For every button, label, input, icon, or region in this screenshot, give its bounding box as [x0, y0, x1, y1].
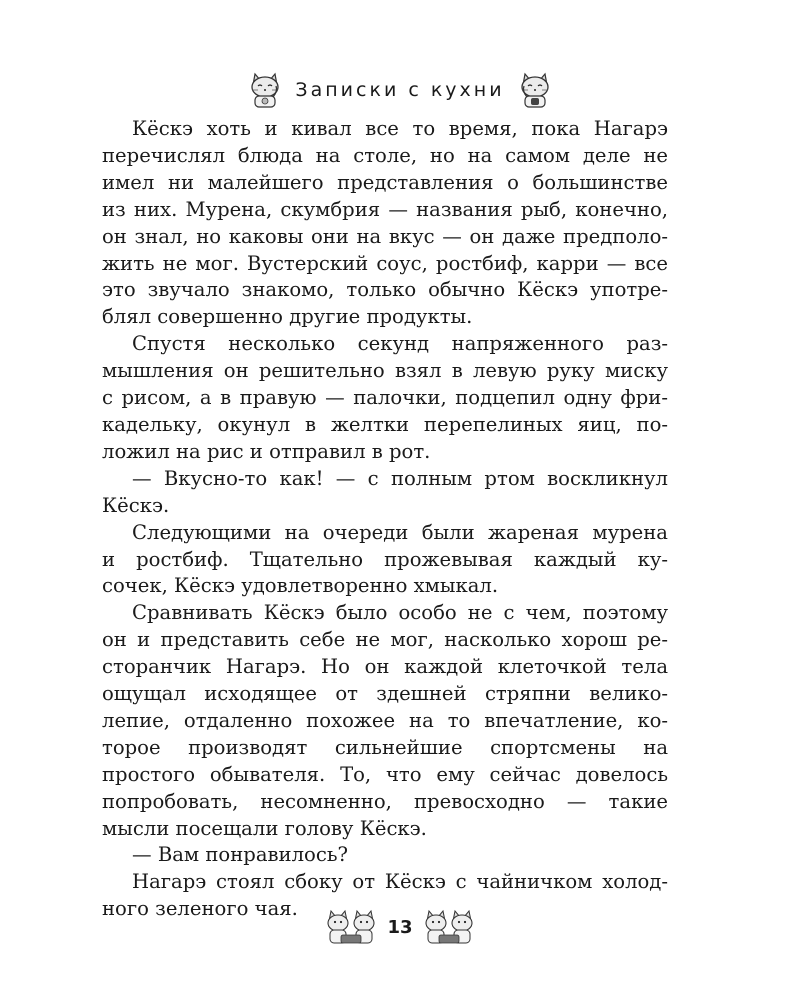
- page-footer: [0, 905, 800, 949]
- paragraph: [102, 331, 668, 466]
- maneki-neko-cat-icon: [247, 71, 283, 109]
- text-line: блял совершенно другие продукты.: [102, 305, 473, 329]
- text-line: жить не мог. Вустерский соус, ростбиф, карри — все: [102, 251, 668, 275]
- text-line: перечислял блюда на столе, но на самом деле не: [102, 143, 668, 167]
- text-line: Нагарэ стоял сбоку от Кёскэ с чайничком холод-: [132, 870, 668, 894]
- page-number: 13: [387, 916, 413, 938]
- text-line: Кёскэ.: [102, 493, 170, 517]
- paragraph: [102, 520, 668, 601]
- text-line: ложил на рис и отправил в рот.: [102, 439, 431, 463]
- cat-pair-icon: [423, 907, 475, 947]
- text-line: кадельку, окунул в желтки перепелиных яиц, по-: [102, 412, 668, 436]
- paragraph: [102, 842, 668, 869]
- text-line: имел ни малейшего представления о большинстве: [102, 170, 668, 194]
- text-line: торое производят сильнейшие спортсмены на: [102, 735, 668, 759]
- running-title: Записки с кухни: [295, 79, 505, 101]
- text-line: ощущал исходящее от здешней стряпни велико-: [102, 682, 668, 706]
- page-body: [102, 116, 668, 923]
- paragraph: [102, 116, 668, 331]
- text-line: он знал, но каковы они на вкус — он даже предполо-: [102, 224, 668, 248]
- text-line: мысли посещали голову Кёскэ.: [102, 816, 427, 840]
- text-line: Спустя несколько секунд напряженного раз-: [132, 332, 668, 356]
- text-line: Сравнивать Кёскэ было особо не с чем, поэтому: [132, 601, 668, 625]
- paragraph: [102, 600, 668, 842]
- text-line: сторанчик Нагарэ. Но он каждой клеточкой тела: [102, 655, 668, 679]
- text-line: сочек, Кёскэ удовлетворенно хмыкал.: [102, 574, 499, 598]
- text-line: — Вкусно-то как! — с полным ртом воскликнул: [132, 466, 668, 490]
- text-line: Кёскэ хоть и кивал все то время, пока Нагарэ: [132, 117, 668, 140]
- text-line: попробовать, несомненно, превосходно — такие: [102, 789, 668, 813]
- text-line: — Вам понравилось?: [132, 843, 348, 867]
- text-line: простого обывателя. То, что ему сейчас довелось: [102, 762, 668, 786]
- text-line: это звучало знакомо, только обычно Кёскэ употре-: [102, 278, 668, 302]
- text-line: ного зеленого чая.: [102, 897, 298, 921]
- text-line: с рисом, а в правую — палочки, подцепил одну фри-: [102, 386, 668, 410]
- text-line: мышления он решительно взял в левую руку миску: [102, 359, 668, 383]
- text-line: лепие, отдаленно похожее на то впечатление, ко-: [102, 708, 668, 732]
- cat-pair-icon: [325, 907, 377, 947]
- text-line: Следующими на очереди были жареная мурена: [132, 520, 668, 544]
- text-line: из них. Мурена, скумбрия — названия рыб, конечно,: [102, 197, 668, 221]
- text-line: он и представить себе не мог, насколько хорош ре-: [102, 628, 668, 652]
- text-line: и ростбиф. Тщательно прожевывая каждый ку-: [102, 547, 668, 571]
- paragraph: [102, 466, 668, 520]
- running-header: [0, 68, 800, 112]
- maneki-neko-cat-icon: [517, 71, 553, 109]
